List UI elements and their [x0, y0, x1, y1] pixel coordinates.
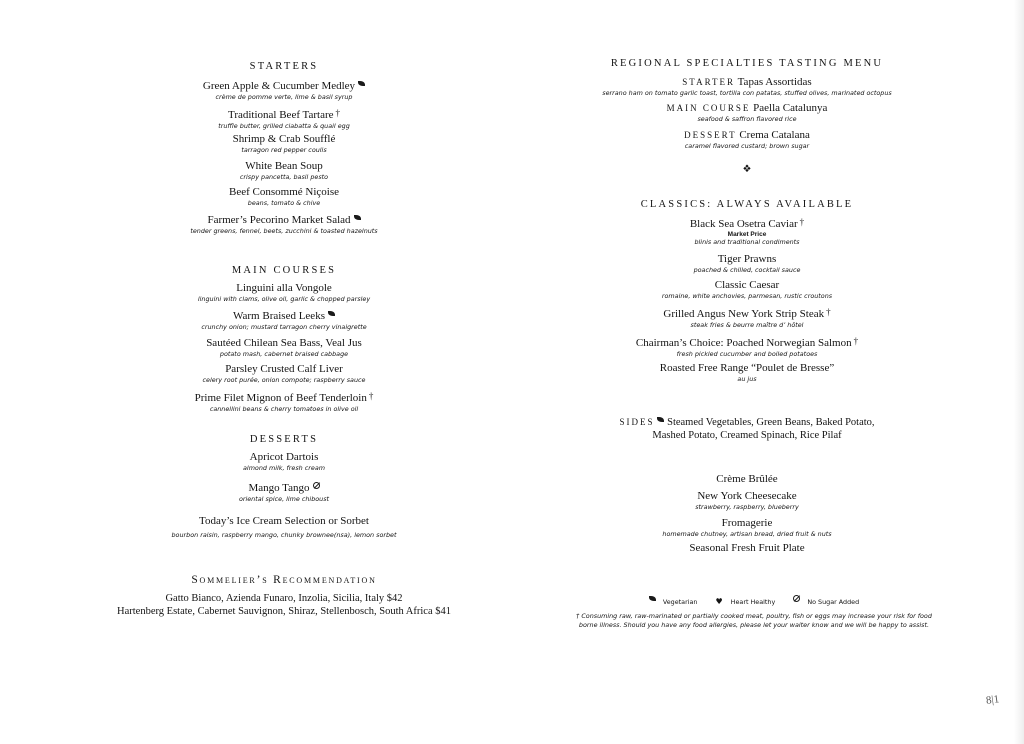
vegetarian-icon	[354, 215, 361, 220]
tasting-main: MAIN COURSE Paella Catalunya seafood & saffron flavored rice	[666, 102, 828, 123]
menu-item: Green Apple & Cucumber Medley crème de pomme verte, lime & basil syrup	[80, 80, 488, 102]
desserts-heading: DESSERTS	[249, 434, 319, 445]
sides-label: SIDES	[619, 417, 655, 427]
menu-item: Grilled Angus New York Strip Steak † steak fries & beurre maître d’ hôtel	[663, 307, 831, 329]
vegetarian-icon	[649, 596, 656, 601]
menu-item: Crème Brûlée	[716, 473, 778, 485]
menu-item: Mango Tango oriental spice, lime chiboust	[238, 482, 330, 503]
market-price: Market Price	[727, 231, 767, 238]
menu-item: Chairman’s Choice: Poached Norwegian Salmon † fresh pickled cucumber and boiled potatoes	[635, 336, 859, 358]
dagger-icon: †	[853, 336, 859, 346]
no-sugar-icon	[313, 482, 320, 489]
sommelier-wines	[80, 592, 488, 618]
vegetarian-icon	[328, 311, 335, 316]
dagger-icon: †	[335, 108, 341, 118]
menu-item: Warm Braised Leeks crunchy onion; mustard tarragon cherry vinaigrette	[201, 310, 367, 331]
classics-heading: CLASSICS: ALWAYS AVAILABLE	[640, 199, 854, 210]
menu-item: Roasted Free Range “Poulet de Bresse” au jus	[659, 362, 835, 383]
menu-item: Apricot Dartois almond milk, fresh cream	[243, 451, 325, 472]
menu-item: Prime Filet Mignon of Beef Tenderloin † cannellini beans & cherry tomatoes in olive oil	[194, 391, 374, 413]
menu-item: Linguini alla Vongole linguini with clams, olive oil, garlic & chopped parsley	[197, 282, 371, 303]
dagger-icon: †	[799, 217, 805, 227]
no-sugar-icon	[793, 595, 800, 602]
menu-item: Traditional Beef Tartare † truffle butter, grilled ciabatta & quail egg	[218, 108, 350, 130]
tasting-dessert: DESSERT Crema Catalana caramel flavored custard; brown sugar	[684, 129, 810, 150]
menu-item: Classic Caesar romaine, white anchovies, parmesan, rustic croutons	[661, 279, 833, 300]
heart-icon: ♥	[715, 597, 723, 606]
sommelier-heading: Sommelier’s Recommendation	[191, 574, 377, 586]
dagger-icon: †	[576, 612, 580, 620]
menu-item: Shrimp & Crab Soufflé tarragon red pepper coulis	[232, 133, 336, 154]
divider-ornament: ❖	[742, 164, 752, 175]
vegetarian-icon	[657, 417, 664, 422]
sommelier-section	[80, 574, 488, 586]
menu-item: White Bean Soup crispy pancetta, basil pesto	[239, 160, 329, 181]
starters-heading: STARTERS	[249, 61, 319, 72]
menu-item: Fromagerie homemade chutney, artisan bread, dried fruit & nuts	[662, 517, 832, 538]
menu-item: Seasonal Fresh Fruit Plate	[689, 542, 805, 554]
main-courses-heading: MAIN COURSES	[231, 265, 337, 276]
sides-section: SIDES Steamed Vegetables, Green Beans, Baked Potato, Mashed Potato, Creamed Spinach, Rice Pilaf	[619, 417, 875, 441]
wine-line: Gatto Bianco, Azienda Funaro, Inzolia, Sicilia, Italy $42	[165, 593, 403, 604]
dagger-icon: †	[826, 307, 831, 317]
scan-edge	[1014, 0, 1024, 744]
legend: Vegetarian ♥ Heart Healthy No Sugar Added † Consuming raw, raw-marinated or partially cooked meat, poultry, fish or eggs may increase your risk for food borne illness. Should you have any food allergies, please let your waiter know and we will be happy to assist.	[564, 595, 944, 629]
dagger-icon: †	[368, 391, 374, 401]
menu-item: Today’s Ice Cream Selection or Sorbet bourbon raisin, raspberry mango, chunky brownee(nsa), lemon sorbet	[171, 515, 397, 539]
menu-item: Farmer’s Pecorino Market Salad tender greens, fennel, beets, zucchini & toasted hazelnuts	[190, 214, 378, 235]
page-number: 8|1	[985, 693, 1000, 707]
menu-item: Sautéed Chilean Sea Bass, Veal Jus potato mash, cabernet braised cabbage	[206, 337, 362, 358]
tasting-starter: STARTER Tapas Assortidas serrano ham on tomato garlic toast, tortilla con patatas, stuffed olives, marinated octopus	[602, 76, 892, 97]
wine-line: Hartenberg Estate, Cabernet Sauvignon, Shiraz, Stellenbosch, South Africa $41	[117, 606, 451, 617]
menu-item: New York Cheesecake strawberry, raspberry, blueberry	[695, 490, 799, 511]
menu-item: Parsley Crusted Calf Liver celery root purée, onion compote; raspberry sauce	[202, 363, 366, 384]
tasting-menu-heading: REGIONAL SPECIALTIES TASTING MENU	[610, 58, 884, 69]
menu-item: Beef Consommé Niçoise beans, tomato & chive	[229, 186, 339, 207]
food-safety-disclaimer: † Consuming raw, raw-marinated or partially cooked meat, poultry, fish or eggs may increase your risk for food borne illness. Should you have any food allergies, please let your waiter know and we will be happy to assist.	[576, 612, 932, 629]
menu-item: Tiger Prawns poached & chilled, cocktail sauce	[693, 253, 801, 274]
menu-item: Black Sea Osetra Caviar † Market Price blinis and traditional condiments	[546, 216, 948, 247]
vegetarian-icon	[358, 81, 365, 86]
